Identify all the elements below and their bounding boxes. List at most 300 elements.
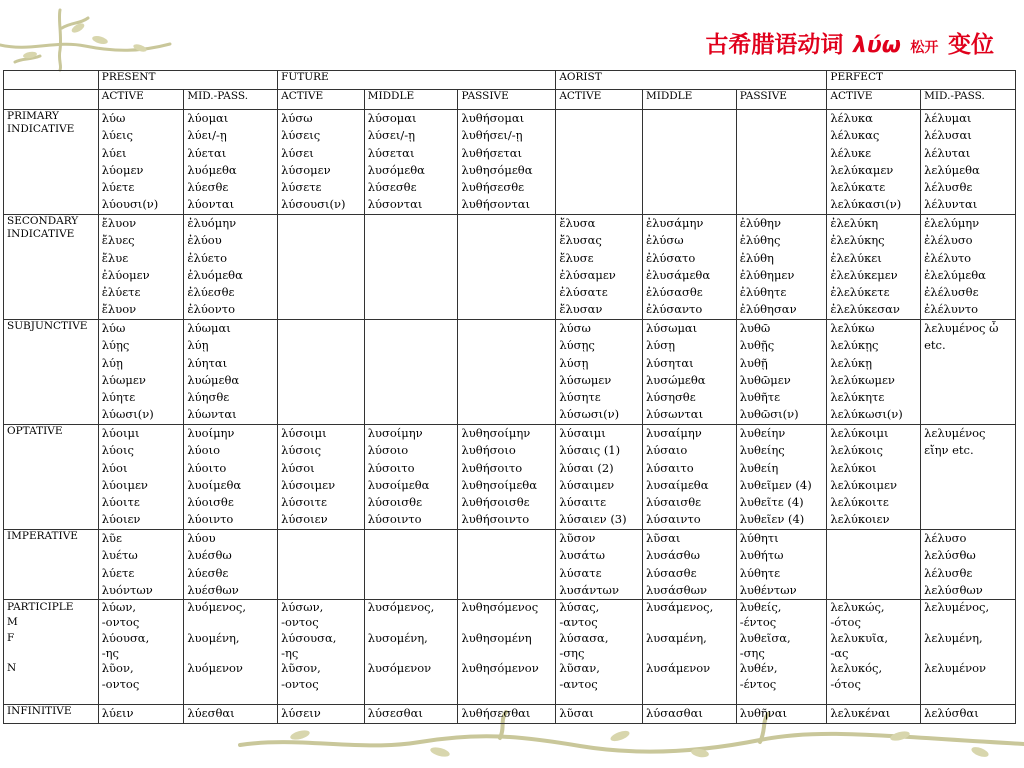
- section-aorist: AORIST: [556, 71, 827, 90]
- verb-form: λελύκοιτε: [830, 495, 889, 510]
- verb-form: [461, 615, 552, 630]
- verb-form: λύωσι(ν): [101, 407, 154, 422]
- row-label-line: PRIMARY: [7, 110, 59, 122]
- form-cell: [458, 425, 556, 530]
- verb-form: ἐλελύμεθα: [924, 267, 986, 282]
- form-cell: [827, 425, 921, 530]
- verb-form: λύσοιμεν: [281, 477, 336, 492]
- verb-form: λύσοις: [281, 443, 322, 458]
- verb-form: ἐλέλυτο: [924, 250, 972, 265]
- verb-form: λελύκατε: [830, 180, 886, 195]
- verb-form: λυέτω: [101, 548, 138, 563]
- verb-form: λυσάτω: [559, 548, 605, 563]
- verb-form: ἐλύσω: [645, 233, 684, 248]
- form-cell: [458, 705, 556, 724]
- verb-form: λύοις: [101, 443, 134, 458]
- verb-form: λελυμένον: [924, 661, 986, 676]
- voice-header: ACTIVE: [98, 90, 184, 110]
- voice-header: MIDDLE: [364, 90, 458, 110]
- verb-form: λέλυκας: [830, 128, 880, 143]
- form-cell: [921, 705, 1016, 724]
- verb-form: λελυμένος,: [924, 600, 990, 615]
- form-cell: [278, 600, 365, 705]
- verb-form: λύσητε: [559, 390, 601, 405]
- form-cell: [278, 705, 365, 724]
- verb-form: λῦσαι: [645, 531, 681, 545]
- verb-form: [187, 677, 274, 692]
- verb-form: λύου: [187, 531, 216, 545]
- verb-form: λυθησόμενον: [461, 661, 539, 676]
- verb-form: λύσοισθε: [367, 495, 423, 510]
- verb-form: λυθῆτε: [739, 390, 781, 405]
- verb-form: λυθήσεται: [461, 145, 523, 160]
- slide-title: [705, 26, 994, 59]
- verb-form: [646, 677, 733, 692]
- verb-form: [646, 646, 733, 661]
- verb-form: λύωμαι: [187, 321, 231, 335]
- verb-form: λύσοιτο: [367, 460, 415, 475]
- form-cell: [921, 320, 1016, 425]
- verb-form: λῦσον,: [281, 661, 321, 676]
- verb-form: ἐλύετο: [187, 250, 228, 265]
- form-cell: [278, 215, 365, 320]
- verb-form: λύσει/-ῃ: [367, 128, 415, 143]
- verb-form: -αντος: [559, 615, 598, 630]
- verb-form: λύσαιτε: [559, 495, 607, 510]
- verb-form: λύσοιτε: [281, 495, 327, 510]
- verb-form: λέλυκε: [830, 145, 872, 160]
- verb-form: λύσας,: [559, 600, 600, 615]
- verb-form: λύοιμι: [101, 426, 140, 440]
- voice-header: MID.-PASS.: [921, 90, 1016, 110]
- form-cell: [736, 110, 827, 215]
- verb-form: λύσοιο: [367, 443, 409, 458]
- verb-form: λύοιντο: [187, 512, 234, 527]
- verb-form: λύσῃ: [645, 338, 675, 353]
- verb-form: λύσησθε: [645, 390, 696, 405]
- verb-form: -έντος: [739, 676, 777, 691]
- verb-form: -έντος: [739, 615, 777, 630]
- verb-form: λελύκοιεν: [830, 512, 890, 527]
- verb-form: λέλυσθε: [924, 180, 973, 195]
- form-cell: [921, 530, 1016, 600]
- verb-form: λύῃς: [101, 338, 130, 353]
- verb-form: λύσαιμι: [559, 426, 606, 440]
- verb-form: λύσετε: [281, 180, 322, 195]
- verb-form: ἐλύου: [187, 233, 222, 248]
- verb-form: λυθῆναι: [739, 706, 788, 721]
- row-label: [4, 215, 99, 320]
- verb-form: ἐλύθην: [739, 216, 781, 230]
- verb-form: λυθήσεσθε: [461, 180, 525, 195]
- verb-form: λύετε: [101, 180, 135, 195]
- verb-form: λελυκέναι: [830, 706, 891, 721]
- verb-form: λύσασθε: [645, 565, 697, 580]
- verb-form: λύεσθαι: [187, 706, 235, 721]
- verb-form: λέλυται: [924, 145, 971, 160]
- verb-form: λύσωνται: [645, 407, 704, 422]
- verb-form: λελύκασι(ν): [830, 197, 902, 212]
- verb-form: λέλυκα: [830, 111, 873, 125]
- verb-form: λυθῇς: [739, 338, 775, 353]
- row-primary-indicative: [4, 110, 1016, 215]
- form-cell: [98, 110, 184, 215]
- verb-form: λύσοι: [281, 460, 315, 475]
- form-cell: [278, 110, 365, 215]
- verb-form: λύω: [101, 321, 126, 335]
- verb-form: λυσώμεθα: [645, 372, 706, 387]
- verb-form: -ης: [101, 646, 119, 661]
- top-left-leaves: [23, 21, 148, 59]
- section-present: PRESENT: [98, 71, 277, 90]
- verb-form: λυσόμενος,: [367, 600, 435, 615]
- form-cell: [458, 215, 556, 320]
- verb-form: λυθῶσι(ν): [739, 407, 799, 422]
- verb-form: λελύκοιμι: [830, 426, 889, 440]
- verb-form: λύσῃς: [559, 338, 595, 353]
- verb-form: λυσομένη,: [367, 630, 428, 645]
- verb-form: λύωνται: [187, 407, 237, 422]
- form-cell: [921, 215, 1016, 320]
- verb-form: λυόμενος,: [187, 600, 247, 615]
- verb-form: [187, 646, 274, 661]
- verb-form: λυθήσομαι: [461, 111, 525, 125]
- verb-form: λύσωσι(ν): [559, 407, 620, 422]
- verb-form: λυθησόμενος: [461, 600, 539, 615]
- verb-form: λύσουσι(ν): [281, 197, 346, 212]
- form-cell: [921, 600, 1016, 705]
- verb-form: ἐλύσατο: [645, 250, 696, 265]
- verb-form: λέλυσο: [924, 531, 967, 545]
- verb-form: λύσαιντο: [645, 512, 701, 527]
- verb-form: -οντος: [281, 676, 319, 691]
- row-optative: [4, 425, 1016, 530]
- form-cell: [184, 600, 278, 705]
- conjugation-body: [4, 110, 1016, 724]
- verb-form: λελύκω: [830, 321, 875, 335]
- form-cell: [556, 425, 643, 530]
- verb-form: [187, 615, 274, 630]
- verb-form: λύοιμεν: [101, 477, 148, 492]
- verb-form: λῦσαν,: [559, 661, 600, 676]
- voice-header: MID.-PASS.: [184, 90, 278, 110]
- verb-form: [924, 677, 1012, 692]
- verb-form: λελύκοι: [830, 460, 877, 475]
- verb-form: ἔλυσαν: [559, 302, 603, 317]
- verb-form: ἐλελύκεμεν: [830, 267, 898, 282]
- form-cell: [364, 320, 458, 425]
- verb-form: λέλυσθε: [924, 565, 973, 580]
- verb-form: ἔλυες: [101, 233, 135, 248]
- verb-form: -ότος: [830, 615, 861, 630]
- verb-form: λύσαισθε: [645, 495, 702, 510]
- verb-form: λυθήσοισθε: [461, 495, 530, 510]
- verb-form: [368, 677, 455, 692]
- verb-form: λυθήσεσθαι: [461, 706, 531, 721]
- verb-form: ἐλελύκη: [830, 216, 879, 230]
- verb-form: ἐλυόμεθα: [187, 267, 243, 282]
- verb-form: [924, 646, 1012, 661]
- verb-form: λέλυμαι: [924, 111, 972, 125]
- verb-form: λελύκωμεν: [830, 372, 895, 387]
- verb-form: λυέσθων: [187, 582, 239, 597]
- verb-form: λύσαιεν (3): [559, 512, 627, 527]
- verb-form: λῦε: [101, 531, 123, 545]
- verb-form: λύσωμαι: [645, 321, 698, 335]
- verb-form: λελύκῃς: [830, 338, 879, 353]
- title-tail: 变位: [948, 32, 994, 58]
- row-label: [4, 530, 99, 600]
- verb-form: λύσαιτο: [645, 460, 694, 475]
- verb-form: ἐλελύκεσαν: [830, 302, 900, 317]
- row-subjunctive: [4, 320, 1016, 425]
- verb-form: λυθήσει/-ῃ: [461, 128, 523, 143]
- verb-form: λελυκός,: [830, 661, 883, 676]
- verb-form: λύσατε: [559, 565, 602, 580]
- row-label: [4, 705, 99, 724]
- verb-form: λελύκαμεν: [830, 162, 894, 177]
- verb-form: λυθησοίμην: [461, 426, 531, 440]
- verb-form: λελύκοις: [830, 443, 883, 458]
- form-cell: [458, 530, 556, 600]
- verb-form: λυθέντων: [739, 582, 797, 597]
- form-cell: [184, 425, 278, 530]
- verb-form: λέλυσαι: [924, 128, 972, 143]
- verb-form: λελυμένος ὦ: [924, 321, 999, 335]
- form-cell: [642, 215, 736, 320]
- verb-form: λυθείης: [739, 443, 785, 458]
- verb-form: λυσόμεθα: [367, 162, 425, 177]
- verb-form: ἐλυσάμεθα: [645, 267, 711, 282]
- verb-form: λύομαι: [187, 111, 229, 125]
- row-label-line: SECONDARY: [7, 215, 79, 227]
- form-cell: [278, 530, 365, 600]
- form-cell: [364, 530, 458, 600]
- form-cell: [556, 530, 643, 600]
- verb-form: λυοίμεθα: [187, 477, 242, 492]
- verb-form: λελύκωσι(ν): [830, 407, 903, 422]
- form-cell: [827, 320, 921, 425]
- verb-form: ἐλύθησαν: [739, 302, 797, 317]
- verb-form: λύοιτε: [101, 495, 140, 510]
- row-label-line: OPTATIVE: [7, 425, 63, 437]
- verb-form: λύσομαι: [367, 111, 417, 125]
- verb-form: λύομεν: [101, 162, 144, 177]
- verb-form: λύοιο: [187, 443, 220, 458]
- row-participle: [4, 600, 1016, 705]
- form-cell: [736, 530, 827, 600]
- verb-form: λυώμεθα: [187, 372, 240, 387]
- verb-form: ἔλυσε: [559, 250, 594, 265]
- row-label-line: PARTICIPLE: [7, 601, 74, 614]
- verb-form: λυθείη: [739, 460, 779, 475]
- verb-form: ἔλυον: [101, 216, 137, 230]
- verb-form: λύσω: [281, 111, 313, 125]
- verb-form: λυέσθω: [187, 548, 232, 563]
- verb-form: λυόμεθα: [187, 162, 237, 177]
- verb-form: ἔλυσας: [559, 233, 602, 248]
- top-left-vine: [0, 10, 170, 70]
- voice-header: ACTIVE: [556, 90, 643, 110]
- verb-form: -ότος: [830, 676, 861, 691]
- form-cell: [98, 705, 184, 724]
- row-infinitive: [4, 705, 1016, 724]
- form-cell: [736, 600, 827, 705]
- form-cell: [278, 320, 365, 425]
- verb-form: λυσοίμην: [367, 426, 423, 440]
- verb-form: λυομένη,: [187, 630, 240, 645]
- verb-form: λύσει: [281, 145, 314, 160]
- form-cell: [827, 215, 921, 320]
- form-cell: [364, 110, 458, 215]
- verb-form: λυσάμενον: [645, 661, 711, 676]
- verb-form: λῦον,: [101, 661, 134, 676]
- verb-form: ἐλυόμην: [187, 216, 237, 230]
- row-label-line: IMPERATIVE: [7, 530, 78, 542]
- form-cell: [364, 215, 458, 320]
- form-cell: [556, 600, 643, 705]
- verb-form: λύησθε: [187, 390, 230, 405]
- verb-form: -οντος: [101, 676, 140, 691]
- verb-form: λύσεσθε: [367, 180, 417, 195]
- verb-form: -ας: [830, 646, 849, 661]
- verb-form: λύσηται: [645, 355, 694, 370]
- form-cell: [827, 600, 921, 705]
- verb-form: λελύκοιμεν: [830, 477, 897, 492]
- verb-form: [461, 677, 552, 692]
- verb-form: λῦσον: [559, 531, 596, 545]
- row-label-line: F: [7, 631, 15, 644]
- verb-form: ἐλύθημεν: [739, 267, 795, 282]
- verb-form: λύοιτο: [187, 460, 227, 475]
- verb-form: -σης: [739, 646, 765, 661]
- verb-form: λελυκώς,: [830, 600, 885, 615]
- verb-form: λελύσθων: [924, 582, 983, 597]
- verb-form: λυθῶμεν: [739, 372, 791, 387]
- verb-form: λῦσαι: [559, 706, 594, 721]
- verb-form: λυόντων: [101, 582, 153, 597]
- verb-form: λύῃ: [187, 338, 209, 353]
- section-future: FUTURE: [278, 71, 556, 90]
- verb-form: λύσαιμεν: [559, 477, 615, 492]
- form-cell: [364, 705, 458, 724]
- verb-form: ἐλυσάμην: [645, 216, 704, 230]
- verb-form: λυθῇ: [739, 355, 768, 370]
- verb-form: -σης: [559, 646, 585, 661]
- verb-form: λύσαι (2): [559, 460, 614, 475]
- form-cell: [642, 705, 736, 724]
- row-label-line: SUBJUNCTIVE: [7, 320, 88, 332]
- verb-form: ἐλέλυντο: [924, 302, 979, 317]
- form-cell: [184, 215, 278, 320]
- verb-form: λυθέν,: [739, 661, 778, 676]
- verb-form: λύσοιμι: [281, 426, 327, 440]
- verb-form: λυσάσθων: [645, 582, 707, 597]
- verb-form: λύσωμεν: [559, 372, 612, 387]
- form-cell: [184, 530, 278, 600]
- verb-form: [368, 615, 455, 630]
- verb-form: λύων,: [101, 600, 137, 615]
- verb-form: λύσειν: [281, 706, 321, 721]
- verb-form: -ης: [281, 646, 299, 661]
- form-cell: [921, 110, 1016, 215]
- voice-header: PASSIVE: [458, 90, 556, 110]
- title-main: 古希腊语动词: [705, 32, 844, 58]
- verb-form: λύουσι(ν): [101, 197, 159, 212]
- row-label: [4, 425, 99, 530]
- verb-form: λυσαμένη,: [645, 630, 707, 645]
- verb-form: λύεται: [187, 145, 227, 160]
- verb-form: λύητε: [101, 390, 136, 405]
- form-cell: [98, 530, 184, 600]
- verb-form: λύει: [101, 145, 127, 160]
- verb-form: λύωμεν: [101, 372, 146, 387]
- voice-header: ACTIVE: [278, 90, 365, 110]
- voice-header: MIDDLE: [642, 90, 736, 110]
- form-cell: [642, 320, 736, 425]
- title-sub: 松开: [910, 40, 939, 56]
- voice-header: PASSIVE: [736, 90, 827, 110]
- verb-form: λελύσθω: [924, 548, 976, 563]
- verb-form: λυθῶ: [739, 321, 771, 335]
- form-cell: [642, 110, 736, 215]
- verb-form: λυθεῖσα,: [739, 630, 791, 645]
- verb-form: λύσων,: [281, 600, 324, 615]
- form-cell: [556, 705, 643, 724]
- verb-form: λυσοίμεθα: [367, 477, 430, 492]
- verb-form: λύσεσθαι: [367, 706, 423, 721]
- title-verb: λύω: [852, 33, 901, 58]
- verb-form: -αντος: [559, 676, 598, 691]
- verb-form: λύσῃ: [559, 355, 589, 370]
- form-cell: [278, 425, 365, 530]
- verb-form: ἔλυε: [101, 250, 129, 265]
- verb-form: ἐλελύκει: [830, 250, 882, 265]
- verb-form: ἐλέλυσθε: [924, 285, 979, 300]
- form-cell: [736, 215, 827, 320]
- verb-form: λυθήσοιτο: [461, 460, 523, 475]
- verb-form: ἐλύσατε: [559, 285, 608, 300]
- row-imperative: [4, 530, 1016, 600]
- section-header-row: [4, 71, 1016, 90]
- verb-form: λύσω: [559, 321, 591, 335]
- verb-form: ἐλύομεν: [101, 267, 150, 282]
- verb-form: λύετε: [101, 565, 135, 580]
- verb-form: λύοι: [101, 460, 128, 475]
- row-label-line: N: [7, 662, 17, 675]
- verb-form: λυσόμενον: [367, 661, 432, 676]
- form-cell: [98, 320, 184, 425]
- verb-form: λυθησομένη: [461, 630, 532, 645]
- row-secondary-indicative: [4, 215, 1016, 320]
- verb-form: λυθεῖεν (4): [739, 512, 805, 527]
- form-cell: [364, 600, 458, 705]
- verb-form: λυθησοίμεθα: [461, 477, 537, 492]
- verb-form: λύηται: [187, 355, 228, 370]
- verb-form: λύονται: [187, 197, 235, 212]
- verb-form: ἐλύοντο: [187, 302, 236, 317]
- verb-form: λυθήσοιο: [461, 443, 516, 458]
- verb-form: λυσάσθω: [645, 548, 700, 563]
- verb-form: λύεσθε: [187, 565, 229, 580]
- form-cell: [827, 705, 921, 724]
- form-cell: [364, 425, 458, 530]
- verb-form: ἐλύετε: [101, 285, 141, 300]
- verb-form: ἐλύεσθε: [187, 285, 235, 300]
- verb-form: λυθήσονται: [461, 197, 530, 212]
- row-label: [4, 110, 99, 215]
- verb-form: λελύσθαι: [924, 706, 979, 721]
